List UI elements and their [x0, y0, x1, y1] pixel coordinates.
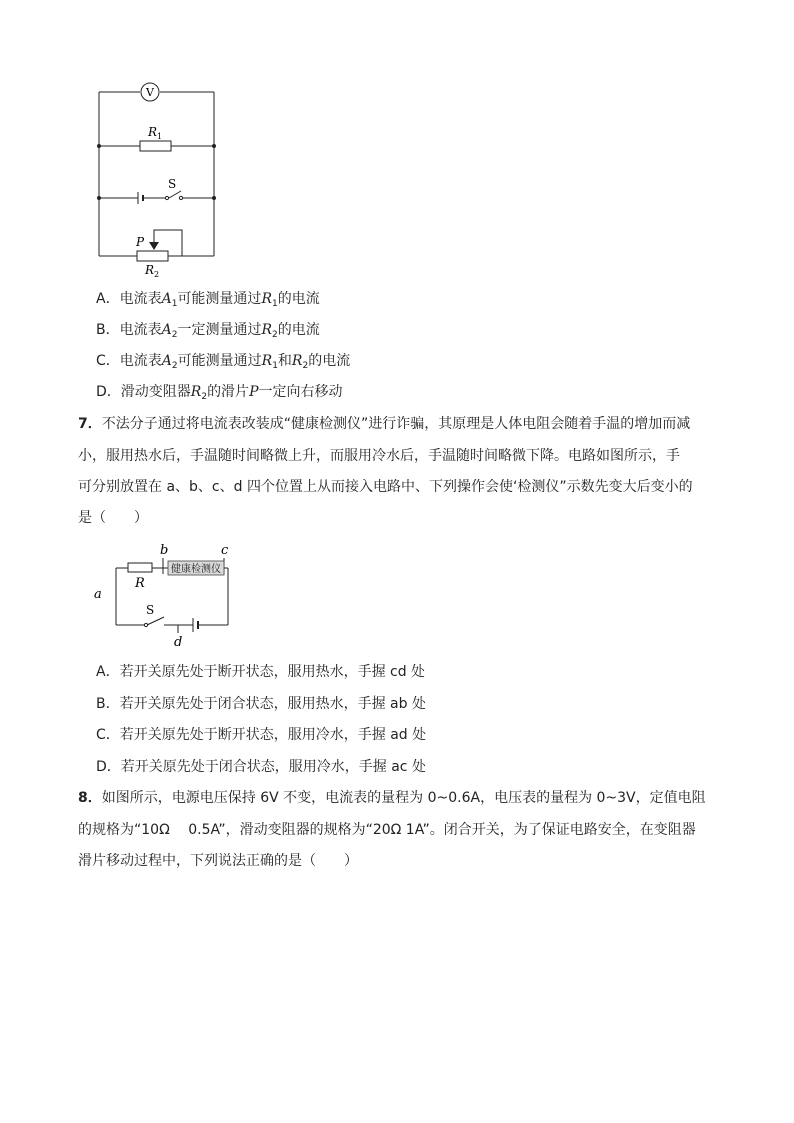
q6-option-a: A．电流表$A_1$可能测量通过$R_1$的电流 — [96, 291, 320, 309]
q7-option-b: B．若开关原先处于闭合状态，服用热水，手握 ab 处 — [96, 696, 426, 712]
q7-option-a: A．若开关原先处于断开状态，服用热水，手握 cd 处 — [96, 664, 426, 680]
q8-line-3: 滑片移动过程中，下列说法正确的是（ ） — [78, 853, 358, 869]
q7-line-2: 小，服用热水后，手温随时间略微上升，而服用冷水后，手温随时间略微下降。电路如图所示，手 — [78, 448, 680, 464]
q6-option-b: B．电流表$A_2$一定测量通过$R_2$的电流 — [96, 322, 320, 340]
r2-label: $R_2$ — [145, 263, 160, 279]
detector-label: 健康检测仪 — [171, 564, 221, 575]
switch-s: S — [146, 603, 155, 617]
q7-option-d: D．若开关原先处于闭合状态，服用冷水，手握 ac 处 — [96, 759, 426, 775]
circuit-figure-1 — [90, 80, 225, 280]
point-b: b — [160, 543, 169, 558]
circuit-figure-2 — [90, 540, 240, 652]
q8-line-1: 8．如图所示，电源电压保持 6V 不变，电流表的量程为 0~0.6A，电压表的量程为 0~3V，定值电阻 — [78, 790, 706, 806]
q7-line-1: 7．不法分子通过将电流表改装成“健康检测仪”进行诈骗，其原理是人体电阻会随着手温的增加而减 — [78, 416, 691, 432]
point-a: a — [94, 587, 102, 602]
q6-option-c: C．电流表$A_2$可能测量通过$R_1$和$R_2$的电流 — [96, 353, 351, 371]
r1-label: $R_1$ — [148, 125, 163, 141]
point-d: d — [174, 635, 183, 650]
voltmeter-symbol: V — [146, 86, 154, 99]
slider-label: P — [136, 235, 145, 249]
switch-label: S — [168, 177, 177, 191]
resistor-r: R — [135, 576, 145, 591]
point-c: c — [221, 543, 229, 558]
q7-option-c: C．若开关原先处于断开状态，服用冷水，手握 ad 处 — [96, 727, 427, 743]
q8-line-2: 的规格为“10Ω 0.5A”，滑动变阻器的规格为“20Ω 1A”。闭合开关，为了保证电路安全，在变阻器 — [78, 822, 696, 838]
q6-option-d: D．滑动变阻器$R_2$的滑片P一定向右移动 — [96, 384, 343, 402]
q7-line-4: 是（ ） — [78, 510, 148, 526]
q7-line-3: 可分别放置在 a、b、c、d 四个位置上从而接入电路中、下列操作会使‘检测仪”示数先变大后变小的 — [78, 479, 693, 495]
